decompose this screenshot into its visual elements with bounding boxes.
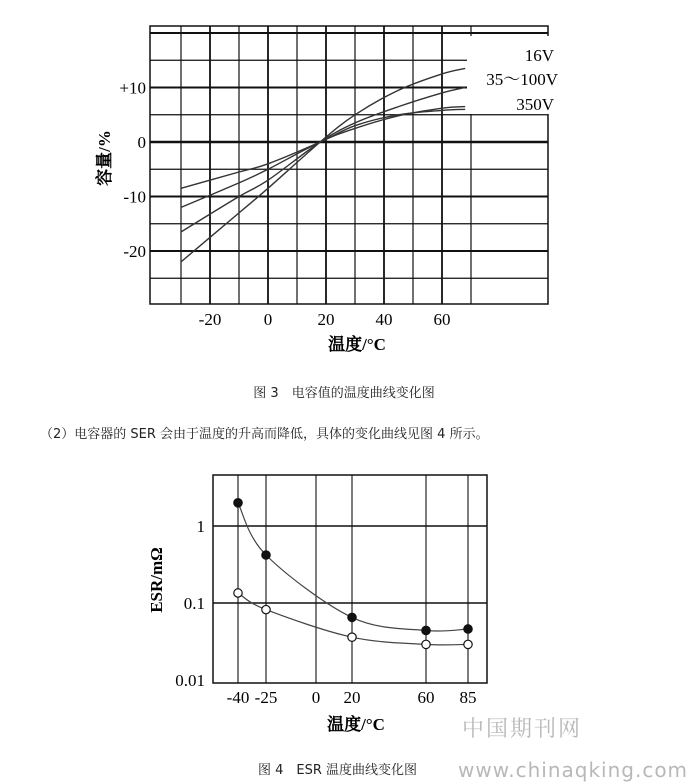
data-point-filled	[422, 626, 430, 634]
x-tick-label: 0	[311, 688, 321, 707]
series-line	[181, 88, 465, 232]
series-lines	[238, 503, 468, 645]
watermark-cn: 中国期刊网	[462, 717, 583, 742]
figure-4-caption: 图 4 ESR 温度曲线变化图	[258, 763, 418, 778]
series-line	[181, 109, 465, 188]
series-line	[181, 68, 465, 262]
x-tick-label: 85	[459, 688, 477, 707]
x-tick-label: -20	[198, 310, 222, 329]
x-axis-label: 温度/°C	[328, 335, 386, 354]
y-tick-label: -10	[123, 187, 146, 207]
x-tick-label: 40	[375, 310, 393, 329]
x-tick-label: -40	[226, 688, 250, 707]
series-points	[234, 499, 472, 649]
x-tick-label: 20	[343, 688, 361, 707]
data-point-filled	[348, 613, 356, 621]
y-tick-label: +10	[119, 78, 146, 98]
body-paragraph: （2）电容器的 SER 会由于温度的升高而降低，具体的变化曲线见图 4 所示。	[40, 427, 489, 442]
x-tick-label: -25	[254, 688, 278, 707]
series-lines	[181, 68, 465, 262]
y-tick-label: 0.01	[175, 671, 205, 690]
legend-35-100v: 35～100V	[486, 70, 558, 89]
watermark-url: www.chinaqking.com	[458, 758, 688, 782]
data-point-filled	[464, 625, 472, 633]
y-tick-labels	[119, 79, 146, 262]
y-tick-label: 0.1	[183, 594, 205, 613]
data-point-hollow	[348, 633, 356, 641]
figure-3-caption: 图 3 电容值的温度曲线变化图	[253, 386, 435, 401]
plot-grid	[213, 475, 487, 683]
plot-frame	[213, 475, 487, 683]
data-point-hollow	[464, 640, 472, 648]
data-point-filled	[262, 551, 270, 559]
x-tick-labels	[227, 688, 477, 707]
legend-350v: 350V	[516, 95, 554, 114]
y-tick-label: 1	[196, 517, 205, 536]
legend-16v: 16V	[524, 46, 554, 65]
data-point-hollow	[262, 605, 270, 613]
x-tick-labels	[199, 310, 451, 329]
figure-4-esr-chart	[0, 455, 688, 755]
y-axis-label: ESR/mΩ	[147, 547, 166, 613]
figure-3-capacitance-chart	[0, 0, 688, 380]
y-tick-label: 0	[137, 133, 146, 152]
data-point-hollow	[422, 640, 430, 648]
series-line	[181, 107, 465, 208]
x-tick-label: 20	[317, 310, 335, 329]
y-tick-labels	[175, 517, 205, 690]
data-point-filled	[234, 499, 242, 507]
x-tick-label: 60	[417, 688, 435, 707]
y-axis-label: 容量/%	[95, 130, 114, 186]
data-point-hollow	[234, 589, 242, 597]
x-axis-label: 温度/°C	[327, 715, 385, 734]
y-tick-label: -20	[123, 242, 146, 261]
x-tick-label: 60	[433, 310, 451, 329]
x-tick-label: 0	[263, 310, 273, 329]
